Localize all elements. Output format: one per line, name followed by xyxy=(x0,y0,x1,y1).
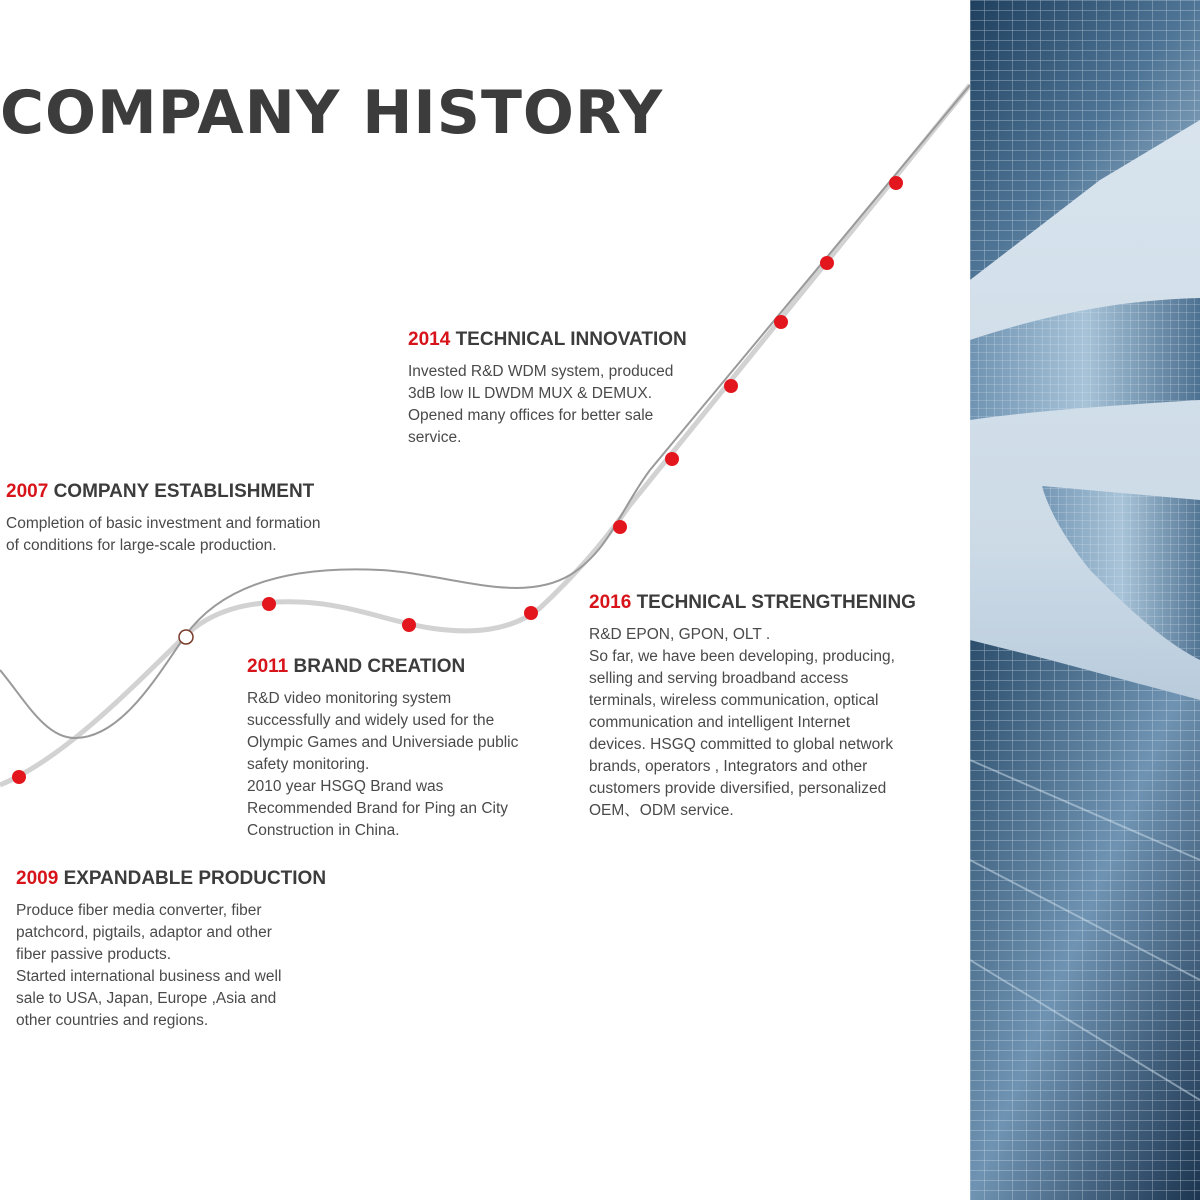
timeline-marker xyxy=(665,452,679,466)
timeline-marker xyxy=(889,176,903,190)
milestone-heading xyxy=(589,592,959,614)
description-line: safety monitoring. xyxy=(247,756,370,773)
timeline-marker xyxy=(262,597,276,611)
description-line: brands, operators , Integrators and other xyxy=(589,758,868,775)
description-line: of conditions for large-scale production. xyxy=(6,537,277,554)
description-line: R&D EPON, GPON, OLT . xyxy=(589,626,771,643)
timeline-marker xyxy=(12,770,26,784)
milestone-year: 2009 xyxy=(16,868,59,889)
description-line: OEM、ODM service. xyxy=(589,802,734,819)
milestone-title: COMPANY ESTABLISHMENT xyxy=(53,481,315,502)
description-line: Started international business and well xyxy=(16,968,282,985)
milestone-description xyxy=(6,513,366,557)
description-line: Construction in China. xyxy=(247,822,400,839)
milestone-year: 2014 xyxy=(408,329,451,350)
timeline-marker xyxy=(774,315,788,329)
description-line: 3dB low IL DWDM MUX & DEMUX. xyxy=(408,385,653,402)
skyscraper-illustration xyxy=(970,0,1200,1200)
description-line: other countries and regions. xyxy=(16,1012,209,1029)
milestone-2014 xyxy=(408,329,728,449)
description-line: So far, we have been developing, producing, xyxy=(589,648,895,665)
description-line: Recommended Brand for Ping an City xyxy=(247,800,509,817)
milestone-heading xyxy=(16,868,356,890)
milestone-title: BRAND CREATION xyxy=(293,656,466,677)
description-line: successfully and widely used for the xyxy=(247,712,495,729)
milestone-2016 xyxy=(589,592,959,822)
description-line: Completion of basic investment and formation xyxy=(6,515,321,532)
milestone-2009 xyxy=(16,868,356,1032)
milestone-2011 xyxy=(247,656,567,842)
milestone-year: 2007 xyxy=(6,481,49,502)
description-line: terminals, wireless communication, optical xyxy=(589,692,879,709)
page-title: COMPANY HISTORY xyxy=(0,78,664,148)
description-line: patchcord, pigtails, adaptor and other xyxy=(16,924,272,941)
description-line: selling and serving broadband access xyxy=(589,670,849,687)
description-line: customers provide diversified, personalized xyxy=(589,780,887,797)
description-line: R&D video monitoring system xyxy=(247,690,452,707)
skyscraper-photo xyxy=(970,0,1200,1200)
description-line: Olympic Games and Universiade public xyxy=(247,734,519,751)
description-line: fiber passive products. xyxy=(16,946,172,963)
milestone-title: TECHNICAL INNOVATION xyxy=(455,329,687,350)
description-line: 2010 year HSGQ Brand was xyxy=(247,778,444,795)
timeline-marker xyxy=(524,606,538,620)
description-line: service. xyxy=(408,429,462,446)
timeline-hollow-marker xyxy=(179,630,193,644)
milestone-year: 2011 xyxy=(247,656,289,677)
timeline-marker xyxy=(820,256,834,270)
description-line: Produce fiber media converter, fiber xyxy=(16,902,262,919)
description-line: Invested R&D WDM system, produced xyxy=(408,363,674,380)
milestone-year: 2016 xyxy=(589,592,632,613)
milestone-2007 xyxy=(6,481,366,557)
milestone-title: TECHNICAL STRENGTHENING xyxy=(636,592,916,613)
milestone-description xyxy=(589,624,959,822)
milestone-description xyxy=(247,688,567,842)
milestone-title: EXPANDABLE PRODUCTION xyxy=(63,868,327,889)
description-line: sale to USA, Japan, Europe ,Asia and xyxy=(16,990,277,1007)
milestone-description xyxy=(408,361,728,449)
milestone-heading xyxy=(6,481,366,503)
timeline-marker xyxy=(402,618,416,632)
description-line: devices. HSGQ committed to global network xyxy=(589,736,894,753)
timeline-marker xyxy=(613,520,627,534)
description-line: communication and intelligent Internet xyxy=(589,714,851,731)
milestone-description xyxy=(16,900,356,1032)
milestone-heading xyxy=(247,656,567,678)
milestone-heading xyxy=(408,329,728,351)
description-line: Opened many offices for better sale xyxy=(408,407,654,424)
